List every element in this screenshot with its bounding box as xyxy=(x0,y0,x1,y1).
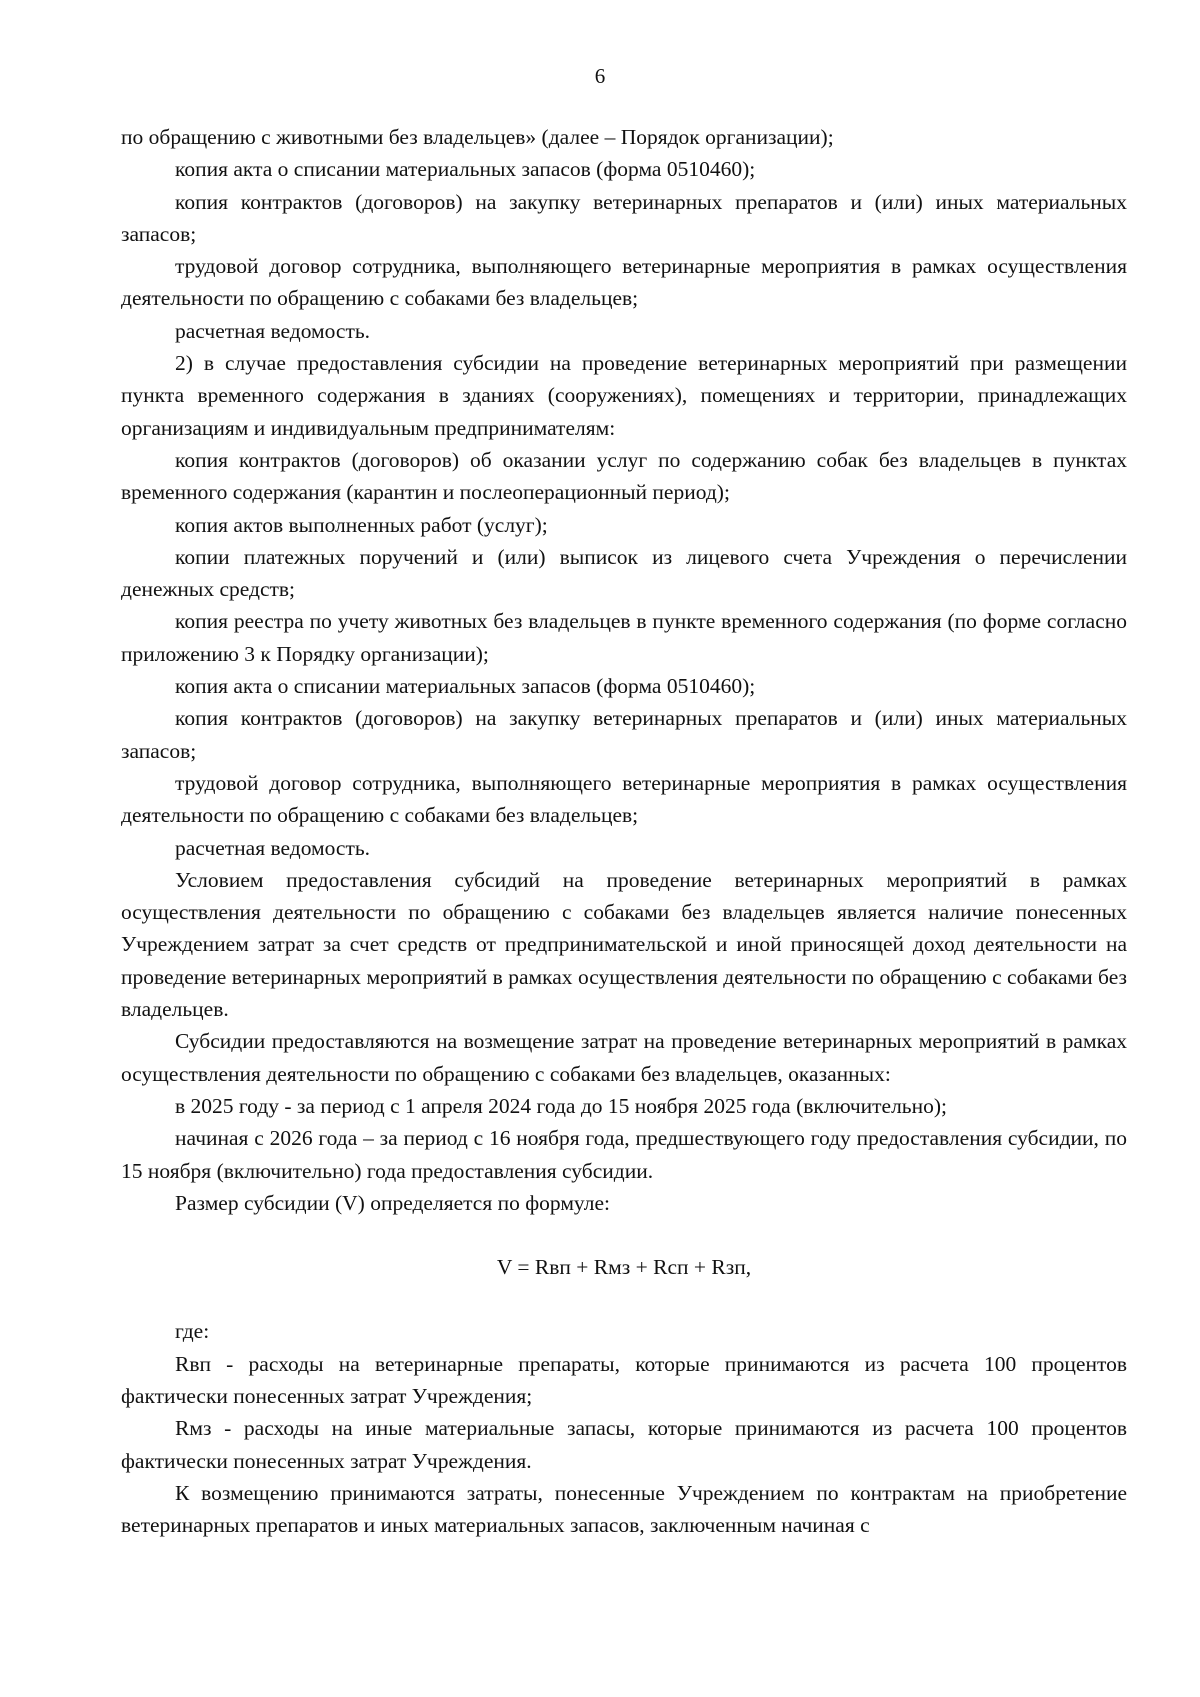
paragraph: копия контрактов (договоров) на закупку ветеринарных препаратов и (или) иных материальных запасов; xyxy=(121,706,1127,763)
paragraph: копия реестра по учету животных без владельцев в пункте временного содержания (по форме согласно приложению 3 к Порядку организации); xyxy=(121,609,1127,666)
document-body xyxy=(121,121,1127,1541)
paragraph: трудовой договор сотрудника, выполняющего ветеринарные мероприятия в рамках осуществления деятельности по обращению с собаками без владельцев; xyxy=(121,254,1127,311)
paragraph-where: где: xyxy=(175,1319,210,1344)
paragraph: копия актов выполненных работ (услуг); xyxy=(175,512,548,537)
paragraph: трудовой договор сотрудника, выполняющего ветеринарные мероприятия в рамках осуществления деятельности по обращению с собаками без владельцев; xyxy=(121,770,1127,828)
paragraph: Размер субсидии (V) определяется по формуле: xyxy=(175,1190,610,1215)
formula: V = Rвп + Rмз + Rсп + Rзп, xyxy=(496,1255,752,1280)
paragraph: Rмз - расходы на иные материальные запасы, которые принимаются из расчета 100 процентов фактически понесенных затрат Учреждения. xyxy=(121,1416,1127,1473)
paragraph: копия контрактов (договоров) на закупку ветеринарных препаратов и (или) иных материальных запасов; xyxy=(121,189,1127,246)
paragraph: в 2025 году - за период с 1 апреля 2024 года до 15 ноября 2025 года (включительно); xyxy=(175,1093,947,1118)
paragraph: расчетная ведомость. xyxy=(175,318,371,343)
page-number: 6 xyxy=(594,64,606,88)
paragraph: расчетная ведомость. xyxy=(175,835,371,860)
paragraph: Субсидии предоставляются на возмещение затрат на проведение ветеринарных мероприятий в рамках осуществления деятельности по обращению с собаками без владельцев, оказанных: xyxy=(121,1029,1127,1086)
paragraph: копия акта о списании материальных запасов (форма 0510460); xyxy=(175,674,756,699)
paragraph-continuation: по обращению с животными без владельцев» (далее – Порядок организации); xyxy=(121,125,834,149)
paragraph: К возмещению принимаются затраты, понесенные Учреждением по контрактам на приобретение ветеринарных препаратов и иных материальных запасов, заключенным начиная с xyxy=(121,1480,1127,1538)
paragraph: Rвп - расходы на ветеринарные препараты, которые принимаются из расчета 100 процентов фактически понесенных затрат Учреждения; xyxy=(121,1351,1127,1408)
paragraph: Условием предоставления субсидий на проведение ветеринарных мероприятий в рамках осуществления деятельности по обращению с собаками без владельцев является наличие понесенных Учреждением затрат за счет средств от предпринимательской и иной приносящей доход деятельности на проведение ветеринарных мероприятий в рамках осуществления деятельности по обращению с собаками без владельцев. xyxy=(121,867,1127,1022)
paragraph: копия акта о списании материальных запасов (форма 0510460); xyxy=(175,157,756,182)
paragraph: начиная с 2026 года – за период с 16 ноября года, предшествующего году предоставления субсидии, по 15 ноября (включительно) года предоставления субсидии. xyxy=(121,1126,1127,1183)
paragraph: копии платежных поручений и (или) выписок из лицевого счета Учреждения о перечислении денежных средств; xyxy=(121,544,1127,602)
paragraph: копия контрактов (договоров) об оказании услуг по содержанию собак без владельцев в пунктах временного содержания (карантин и послеоперационный период); xyxy=(121,447,1127,505)
paragraph: 2) в случае предоставления субсидии на проведение ветеринарных мероприятий при размещении пункта временного содержания в зданиях (сооружениях), помещениях и территории, принадлежащих организациям и индивидуальным предпринимателям: xyxy=(121,351,1127,440)
